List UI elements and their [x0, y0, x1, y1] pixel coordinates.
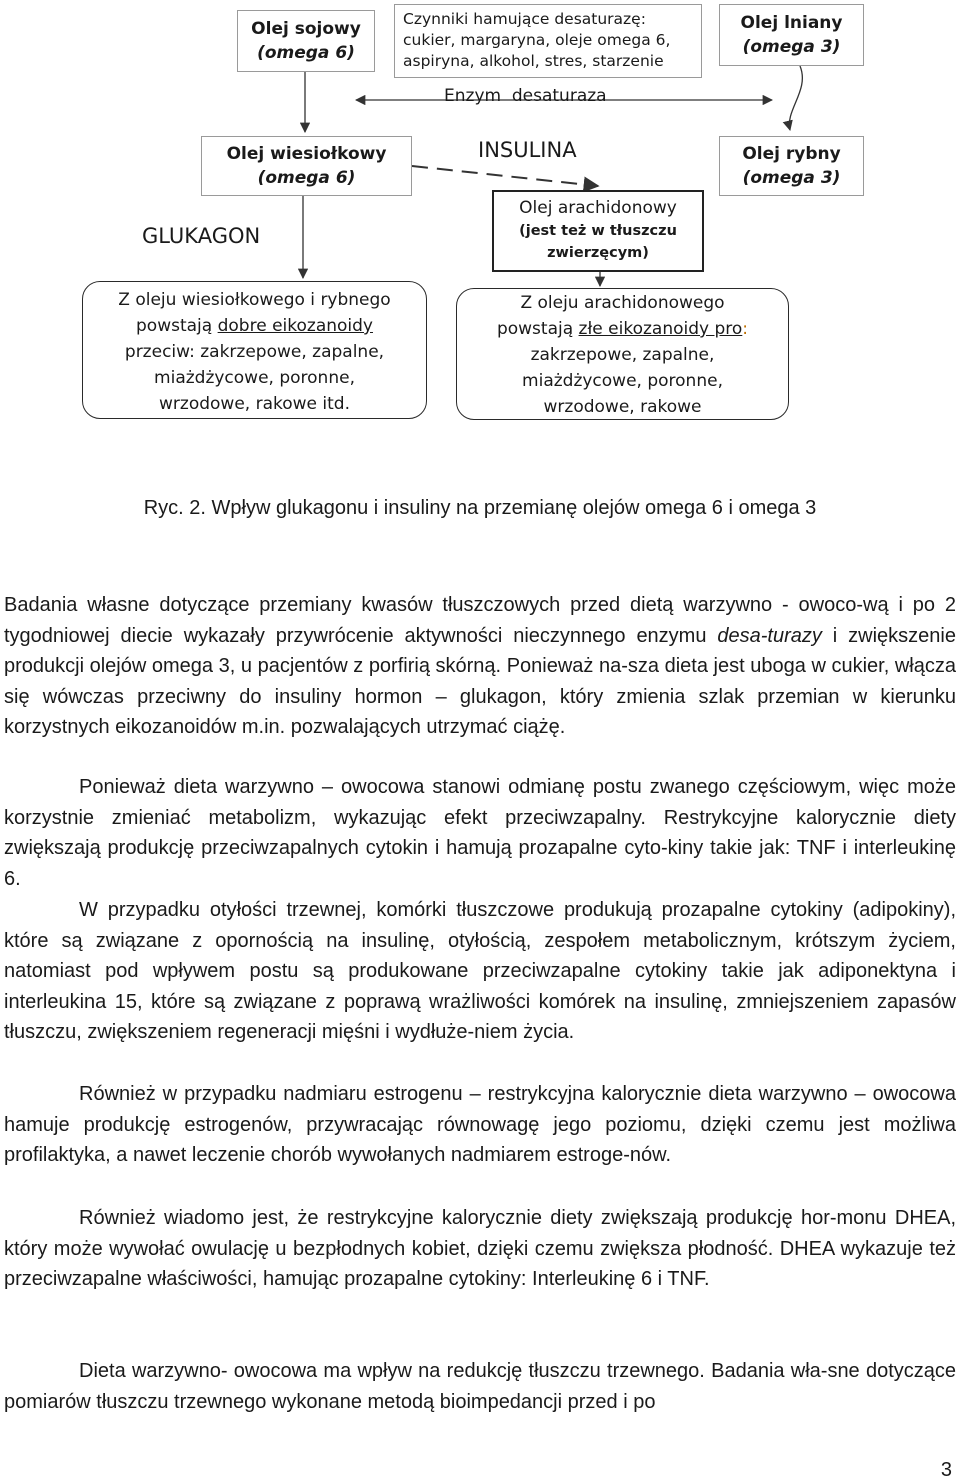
soy-oil-type: (omega 6) — [257, 43, 355, 63]
good-eicosanoids-line3: przeciw: zakrzepowe, zapalne, — [124, 342, 385, 362]
primrose-oil-name: Olej wiesiołkowy — [226, 144, 387, 164]
paragraph-5: Również wiadomo jest, że restrykcyjne kalorycznie diety zwiększają produkcję hor-monu DHEA, który może wywołać owulację u bezpłodnych kobiet, dzięki czemu zwiększa płodność. DHEA wykazuje też przeciwzapalne właściwości, hamując prozapalne cytokiny: Interleukinę 6 i TNF. — [4, 1207, 956, 1291]
glucagon-label: GLUKAGON — [142, 224, 261, 248]
good-eicosanoids-box — [82, 281, 427, 419]
paragraph-1: Badania własne dotyczące przemiany kwasów tłuszczowych przed dietą warzywno - owoco-wą i po 2 tygodniowej diecie wykazały przywrócenie aktywności nieczynnego enzymu desa-turazy i zwiększenie produkcji olejów omega 3, u pacjentów z porfirią skórną. Ponieważ na-sza dieta jest uboga w cukier, włącza się wówczas przeciwny do insuliny hormon – glukagon, który zmienia szlak przemian w kierunku korzystnych eikozanoidów m.in. pozwalających utrzymać ciążę. — [4, 594, 956, 739]
insulin-label: INSULINA — [478, 138, 577, 162]
arachidonic-oil-note2: zwierzęcym) — [547, 245, 649, 261]
primrose-oil-box — [201, 136, 412, 196]
inhibitors-box — [394, 4, 702, 78]
paragraph-4: Również w przypadku nadmiaru estrogenu – restrykcyjna kalorycznie dieta warzywno – owocowa hamuje produkcję estrogenów, przywracając równowagę jego poziomu, dzięki czemu jest możliwa profilaktyka, a nawet leczenie chorób wywołanych nadmiarem estroge-nów. — [4, 1083, 956, 1167]
bad-eicosanoids-highlight: złe eikozanoidy pro — [578, 319, 743, 339]
enzyme-label: Enzym desaturaza — [444, 86, 607, 106]
inhibitors-title: Czynniki hamujące desaturazę: — [403, 10, 646, 28]
linseed-oil-name: Olej lniany — [740, 13, 843, 33]
page-number: 3 — [940, 1459, 952, 1481]
good-eicosanoids-line5: wrzodowe, rakowe itd. — [159, 394, 350, 414]
arachidonic-oil-name: Olej arachidonowy — [519, 198, 677, 218]
inhibitors-line1: cukier, margaryna, oleje omega 6, — [403, 31, 671, 49]
arachidonic-oil-box — [492, 190, 704, 272]
arrow-primrose-to-arachidonic — [412, 166, 598, 186]
bad-eicosanoids-line1: Z oleju arachidonowego — [520, 293, 725, 313]
arachidonic-oil-note1: (jest też w tłuszczu — [519, 223, 677, 239]
good-eicosanoids-line4: miażdżycowe, poronne, — [154, 368, 355, 388]
paragraph-6: Dieta warzywno- owocowa ma wpływ na redukcję tłuszczu trzewnego. Badania wła-sne dotyczące pomiarów tłuszczu trzewnego wykonane metodą bioimpedancji przed i po — [4, 1360, 956, 1413]
fish-oil-type: (omega 3) — [742, 168, 841, 188]
paragraph-3: W przypadku otyłości trzewnej, komórki tłuszczowe produkują prozapalne cytokiny (adipokiny), które są związane z opornością na insulinę, otyłością, zespołem metabolicznym, krótszym życiem, natomiast pod wpływem postu są produkowane przeciwzapalne cytokiny takie jak adiponektyna i interleukina 15, które są związane z poprawą wrażliwości komórek na insulinę, zmniejszeniem zapasów tłuszczu, zwiększeniem regeneracji mięśni i wydłuże-niem życia. — [4, 899, 956, 1044]
primrose-oil-type: (omega 6) — [257, 168, 356, 188]
fish-oil-name: Olej rybny — [742, 144, 841, 164]
paragraph-1-italic: desa-turazy — [717, 624, 822, 647]
bad-eicosanoids-line2: powstają złe eikozanoidy pro: — [496, 319, 749, 339]
arrow-linseed-to-fish — [789, 66, 802, 130]
good-eicosanoids-line1: Z oleju wiesiołkowego i rybnego — [118, 290, 391, 310]
good-eicosanoids-line2: powstają dobre eikozanoidy — [136, 316, 373, 336]
bad-eicosanoids-line4: miażdżycowe, poronne, — [522, 371, 723, 391]
bad-eicosanoids-box — [456, 288, 789, 420]
soy-oil-name: Olej sojowy — [251, 19, 361, 39]
figure-caption: Ryc. 2. Wpływ glukagonu i insuliny na przemianę olejów omega 6 i omega 3 — [143, 497, 817, 519]
paragraph-2: Ponieważ dieta warzywno – owocowa stanowi odmianę postu zwanego częściowym, więc może korzystnie zmieniać metabolizm, wykazując efekt przeciwzapalny. Restrykcyjne kalorycznie diety zwiększają produkcję przeciwzapalnych cytokin i hamują prozapalne cyto-kiny takie jak: TNF i interleukinę 6. — [4, 776, 956, 890]
fish-oil-box — [719, 136, 864, 196]
soy-oil-box — [237, 10, 375, 72]
linseed-oil-type: (omega 3) — [742, 37, 841, 57]
bad-eicosanoids-line5: wrzodowe, rakowe — [543, 397, 702, 417]
bad-eicosanoids-line3: zakrzepowe, zapalne, — [530, 345, 715, 365]
inhibitors-line2: aspiryna, alkohol, stres, starzenie — [403, 52, 664, 70]
good-eicosanoids-highlight: dobre eikozanoidy — [217, 316, 373, 336]
linseed-oil-box — [719, 4, 864, 66]
